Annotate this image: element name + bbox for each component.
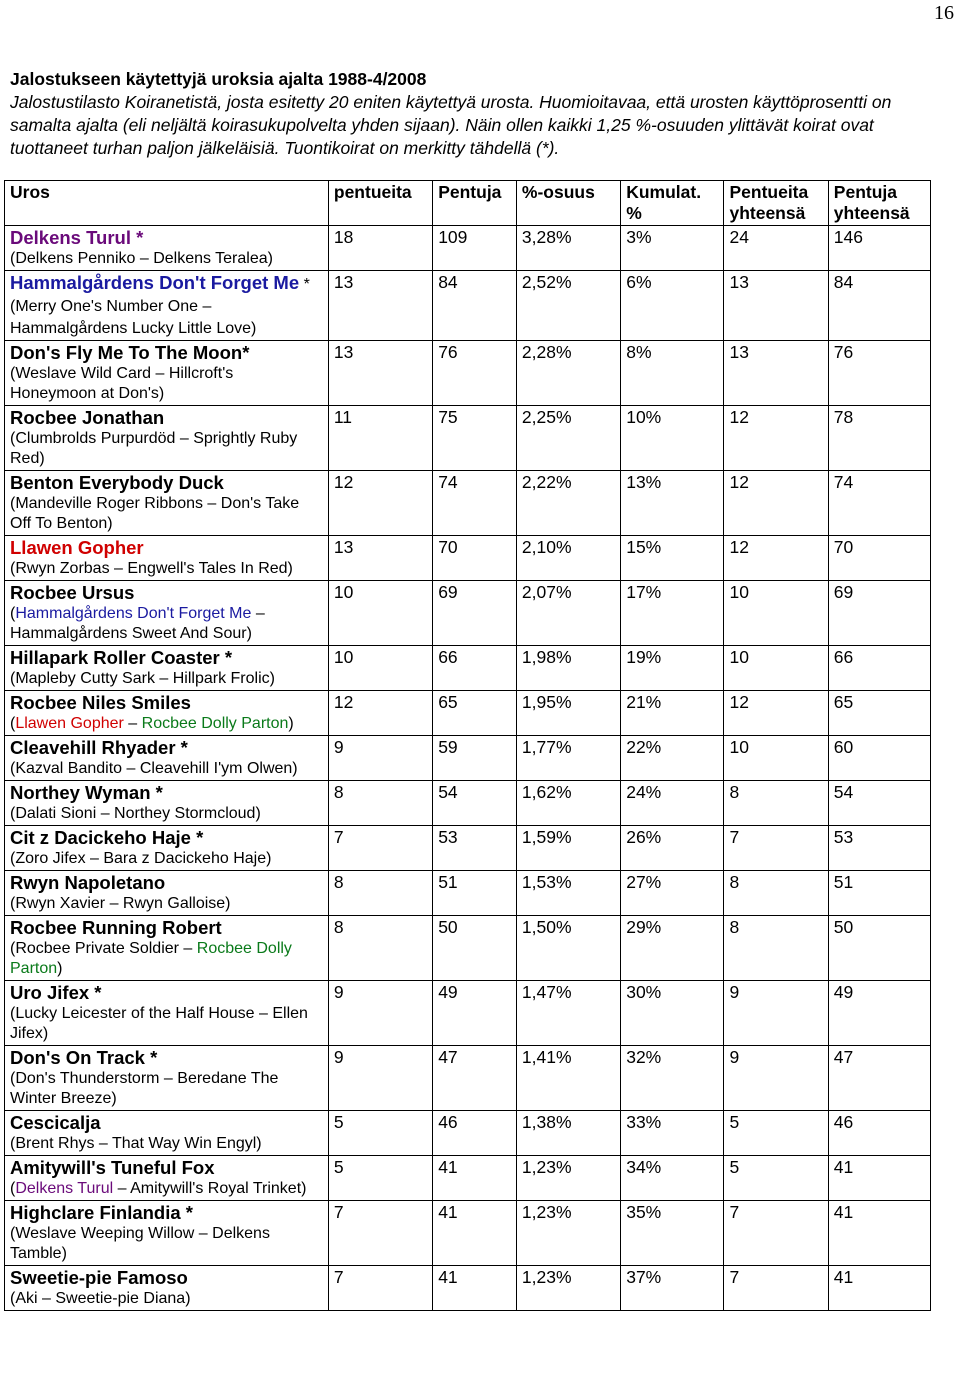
cell-pentueita-yhteensa: 9: [724, 1046, 828, 1111]
cell-pentueita: 12: [328, 471, 432, 536]
parent-text: (Don's Thunderstorm – Beredane The Winter Breeze): [10, 1070, 279, 1107]
parent-text: (Dalati Sioni – Northey Stormcloud): [10, 805, 261, 822]
cell-kumulat: 30%: [621, 981, 724, 1046]
cell-pentueita: 13: [328, 271, 432, 341]
sire-parents: [10, 429, 323, 469]
sire-cell: [5, 226, 329, 271]
table-row: [5, 1266, 931, 1311]
sire-parents: [10, 759, 323, 779]
cell-osuus: 2,28%: [516, 341, 620, 406]
cell-pentueita: 9: [328, 736, 432, 781]
parent-text: (Mandeville Roger Ribbons – Don's Take Off To Benton): [10, 495, 300, 532]
table-row: [5, 1046, 931, 1111]
sire-name: Rwyn Napoletano: [10, 872, 166, 893]
cell-pentuja-yhteensa: 51: [828, 871, 930, 916]
parent-text: (Zoro Jifex – Bara z Dacickeho Haje): [10, 850, 272, 867]
cell-pentueita: 10: [328, 581, 432, 646]
intro-block: [10, 68, 940, 160]
cell-pentueita: 7: [328, 826, 432, 871]
sire-cell: [5, 826, 329, 871]
cell-pentueita-yhteensa: 8: [724, 781, 828, 826]
parent-text: (Rwyn Zorbas – Engwell's Tales In Red): [10, 560, 293, 577]
parent-text: (Kazval Bandito – Cleavehill I'ym Olwen): [10, 760, 298, 777]
cell-pentueita: 9: [328, 981, 432, 1046]
cell-pentuja: 75: [433, 406, 517, 471]
cell-pentueita: 8: [328, 871, 432, 916]
cell-pentueita: 12: [328, 691, 432, 736]
cell-osuus: 1,59%: [516, 826, 620, 871]
cell-pentueita-yhteensa: 12: [724, 471, 828, 536]
cell-pentuja-yhteensa: 65: [828, 691, 930, 736]
sire-parents: [10, 1289, 323, 1309]
cell-pentuja-yhteensa: 69: [828, 581, 930, 646]
cell-pentuja: 53: [433, 826, 517, 871]
cell-pentuja: 54: [433, 781, 517, 826]
header-pentueita: pentueita: [328, 181, 432, 226]
sire-name: Don's Fly Me To The Moon*: [10, 342, 250, 363]
cell-pentueita: 7: [328, 1201, 432, 1266]
cell-osuus: 1,50%: [516, 916, 620, 981]
sire-cell: [5, 1201, 329, 1266]
cell-pentueita: 10: [328, 646, 432, 691]
sire-parents: [10, 1004, 323, 1044]
cell-pentueita: 18: [328, 226, 432, 271]
cell-kumulat: 33%: [621, 1111, 724, 1156]
parent-text: (Delkens Penniko – Delkens Teralea): [10, 250, 273, 267]
cell-kumulat: 32%: [621, 1046, 724, 1111]
parent-text: (Aki – Sweetie-pie Diana): [10, 1290, 191, 1307]
cell-osuus: 1,53%: [516, 871, 620, 916]
cell-pentuja: 76: [433, 341, 517, 406]
cell-kumulat: 17%: [621, 581, 724, 646]
sire-cell: [5, 871, 329, 916]
table-row: [5, 226, 931, 271]
table-row: [5, 916, 931, 981]
parent-text: (Mapleby Cutty Sark – Hillpark Frolic): [10, 670, 275, 687]
parent-text: (Weslave Weeping Willow – Delkens Tamble): [10, 1225, 270, 1262]
cell-pentueita-yhteensa: 10: [724, 646, 828, 691]
sire-cell: [5, 646, 329, 691]
intro-text: Jalostustilasto Koiranetistä, josta esitetty 20 eniten käytettyä urosta. Huomioitavaa, että urosten käyttöprosentti on samalta ajalta (eli neljältä koirasukupolvelta yhden sijaan). Näin ollen kaikki 1,25 %-osuuden ylittävät koirat ovat tuottaneet turhan paljon jälkeläisiä. Tuontikoirat on merkitty tähdellä (*).: [10, 92, 892, 158]
sire-parents: * (Merry One's Number One – Hammalgårdens Lucky Little Love): [10, 276, 310, 337]
parent-text: ): [57, 960, 63, 977]
cell-kumulat: 6%: [621, 271, 724, 341]
sire-cell: [5, 1156, 329, 1201]
cell-pentuja: 41: [433, 1156, 517, 1201]
header-pentuja-yhteensa: Pentuja yhteensä: [828, 181, 930, 226]
cell-pentueita: 5: [328, 1111, 432, 1156]
cell-pentuja-yhteensa: 49: [828, 981, 930, 1046]
sire-parents: [10, 939, 323, 979]
sire-name: Rocbee Niles Smiles: [10, 692, 191, 713]
cell-pentuja: 84: [433, 271, 517, 341]
cell-kumulat: 15%: [621, 536, 724, 581]
cell-pentueita: 8: [328, 916, 432, 981]
cell-pentueita: 11: [328, 406, 432, 471]
table-row: [5, 1156, 931, 1201]
sire-name: Delkens Turul *: [10, 227, 144, 248]
cell-pentuja-yhteensa: 84: [828, 271, 930, 341]
cell-pentueita: 9: [328, 1046, 432, 1111]
table-row: [5, 826, 931, 871]
sire-name: Cleavehill Rhyader *: [10, 737, 188, 758]
sire-name: Hammalgårdens Don't Forget Me: [10, 272, 300, 293]
cell-pentuja-yhteensa: 53: [828, 826, 930, 871]
table-row: [5, 1201, 931, 1266]
parent-text: (Weslave Wild Card – Hillcroft's Honeymoon at Don's): [10, 365, 234, 402]
sire-name: Hillapark Roller Coaster *: [10, 647, 233, 668]
cell-pentueita-yhteensa: 5: [724, 1111, 828, 1156]
sire-parents: [10, 249, 323, 269]
sire-name: Amitywill's Tuneful Fox: [10, 1157, 215, 1178]
cell-osuus: 1,23%: [516, 1266, 620, 1311]
header-uros: Uros: [5, 181, 329, 226]
cell-pentuja-yhteensa: 74: [828, 471, 930, 536]
cell-osuus: 2,52%: [516, 271, 620, 341]
cell-pentueita: 13: [328, 536, 432, 581]
parent-text: (Lucky Leicester of the Half House – Ellen Jifex): [10, 1005, 308, 1042]
header-pentueita-yhteensa: Pentueita yhteensä: [724, 181, 828, 226]
table-row: [5, 736, 931, 781]
sire-parents: [10, 1224, 323, 1264]
cell-kumulat: 13%: [621, 471, 724, 536]
cell-osuus: 1,47%: [516, 981, 620, 1046]
cell-pentuja: 50: [433, 916, 517, 981]
cell-pentueita: 13: [328, 341, 432, 406]
cell-pentueita-yhteensa: 9: [724, 981, 828, 1046]
sire-name: Sweetie-pie Famoso: [10, 1267, 188, 1288]
cell-pentuja: 66: [433, 646, 517, 691]
cell-pentuja: 70: [433, 536, 517, 581]
cell-osuus: 2,25%: [516, 406, 620, 471]
sire-parents: [10, 364, 323, 404]
sire-name: Cescicalja: [10, 1112, 101, 1133]
sire-parents: [10, 604, 323, 644]
cell-kumulat: 8%: [621, 341, 724, 406]
cell-osuus: 1,23%: [516, 1156, 620, 1201]
sire-name: Highclare Finlandia *: [10, 1202, 193, 1223]
sire-name: Llawen Gopher: [10, 537, 144, 558]
parent-text: Hammalgårdens Don't Forget Me: [15, 605, 252, 622]
sire-parents: [10, 804, 323, 824]
cell-pentuja: 47: [433, 1046, 517, 1111]
cell-pentuja-yhteensa: 146: [828, 226, 930, 271]
cell-pentuja: 65: [433, 691, 517, 736]
cell-pentuja-yhteensa: 41: [828, 1266, 930, 1311]
sire-cell: [5, 471, 329, 536]
sire-cell: [5, 981, 329, 1046]
cell-pentueita-yhteensa: 13: [724, 271, 828, 341]
sire-cell: [5, 1046, 329, 1111]
cell-pentueita: 7: [328, 1266, 432, 1311]
sire-name: Rocbee Running Robert: [10, 917, 222, 938]
cell-kumulat: 26%: [621, 826, 724, 871]
sire-parents: [10, 849, 323, 869]
sire-name: Rocbee Jonathan: [10, 407, 165, 428]
cell-osuus: 3,28%: [516, 226, 620, 271]
cell-pentueita-yhteensa: 7: [724, 826, 828, 871]
sire-cell: [5, 916, 329, 981]
cell-pentueita-yhteensa: 7: [724, 1201, 828, 1266]
sire-name: Rocbee Ursus: [10, 582, 135, 603]
table-row: [5, 341, 931, 406]
table-row: [5, 781, 931, 826]
cell-pentuja-yhteensa: 46: [828, 1111, 930, 1156]
cell-osuus: 2,07%: [516, 581, 620, 646]
cell-osuus: 1,41%: [516, 1046, 620, 1111]
cell-pentueita-yhteensa: 24: [724, 226, 828, 271]
sire-cell: [5, 581, 329, 646]
parent-text: – Hammalgårdens Sweet And Sour): [10, 605, 265, 642]
sire-name: Northey Wyman *: [10, 782, 163, 803]
sire-parents: [10, 1179, 323, 1199]
cell-kumulat: 3%: [621, 226, 724, 271]
parent-text: (Rocbee Private Soldier –: [10, 940, 197, 957]
cell-pentuja: 41: [433, 1201, 517, 1266]
cell-pentuja-yhteensa: 60: [828, 736, 930, 781]
cell-osuus: 1,77%: [516, 736, 620, 781]
cell-kumulat: 27%: [621, 871, 724, 916]
cell-pentuja: 41: [433, 1266, 517, 1311]
cell-pentueita-yhteensa: 12: [724, 406, 828, 471]
sire-parents: [10, 1069, 323, 1109]
cell-osuus: 1,98%: [516, 646, 620, 691]
cell-pentuja-yhteensa: 78: [828, 406, 930, 471]
section-heading: Jalostukseen käytettyjä uroksia ajalta 1988-4/2008: [10, 69, 427, 89]
cell-kumulat: 19%: [621, 646, 724, 691]
header-kumulat: Kumulat. %: [621, 181, 724, 226]
cell-pentuja: 109: [433, 226, 517, 271]
cell-kumulat: 21%: [621, 691, 724, 736]
cell-pentueita-yhteensa: 12: [724, 691, 828, 736]
cell-kumulat: 22%: [621, 736, 724, 781]
cell-pentueita-yhteensa: 5: [724, 1156, 828, 1201]
parent-text: Rocbee Dolly Parton: [141, 715, 289, 732]
table-row: [5, 406, 931, 471]
table-row: [5, 536, 931, 581]
sire-parents: [10, 559, 323, 579]
parent-text: (Clumbrolds Purpurdöd – Sprightly Ruby Red): [10, 430, 298, 467]
parent-text: –: [123, 715, 142, 732]
cell-pentuja-yhteensa: 41: [828, 1156, 930, 1201]
sire-cell: [5, 736, 329, 781]
sire-parents: [10, 1134, 323, 1154]
cell-pentueita-yhteensa: 7: [724, 1266, 828, 1311]
table-row: [5, 871, 931, 916]
table-body: [5, 226, 931, 1311]
page-number: 16: [934, 2, 954, 24]
sire-cell: [5, 781, 329, 826]
cell-pentuja-yhteensa: 66: [828, 646, 930, 691]
cell-pentueita-yhteensa: 12: [724, 536, 828, 581]
cell-pentueita-yhteensa: 8: [724, 916, 828, 981]
cell-pentuja: 51: [433, 871, 517, 916]
sire-cell: [5, 691, 329, 736]
sire-name: Uro Jifex *: [10, 982, 102, 1003]
sire-parents: [10, 494, 323, 534]
cell-osuus: 1,62%: [516, 781, 620, 826]
cell-pentuja: 59: [433, 736, 517, 781]
parent-text: (: [10, 1180, 16, 1197]
cell-pentueita-yhteensa: 8: [724, 871, 828, 916]
cell-kumulat: 24%: [621, 781, 724, 826]
cell-pentuja-yhteensa: 76: [828, 341, 930, 406]
sire-name: Cit z Dacickeho Haje *: [10, 827, 204, 848]
cell-pentuja: 49: [433, 981, 517, 1046]
sire-parents: [10, 714, 323, 734]
parent-text: – Amitywill's Royal Trinket): [113, 1180, 307, 1197]
cell-osuus: 2,10%: [516, 536, 620, 581]
cell-pentuja: 69: [433, 581, 517, 646]
cell-pentuja-yhteensa: 41: [828, 1201, 930, 1266]
parent-text: Llawen Gopher: [15, 715, 124, 732]
header-osuus: %-osuus: [516, 181, 620, 226]
cell-pentuja-yhteensa: 54: [828, 781, 930, 826]
cell-pentueita-yhteensa: 10: [724, 736, 828, 781]
cell-pentueita-yhteensa: 13: [724, 341, 828, 406]
cell-osuus: 1,95%: [516, 691, 620, 736]
cell-kumulat: 35%: [621, 1201, 724, 1266]
table-row: [5, 471, 931, 536]
cell-pentuja-yhteensa: 70: [828, 536, 930, 581]
cell-osuus: 2,22%: [516, 471, 620, 536]
table-row: [5, 271, 931, 341]
cell-kumulat: 10%: [621, 406, 724, 471]
cell-pentuja: 46: [433, 1111, 517, 1156]
parent-text: (: [10, 605, 16, 622]
sire-cell: [5, 341, 329, 406]
cell-pentuja-yhteensa: 50: [828, 916, 930, 981]
sire-cell: [5, 1266, 329, 1311]
cell-pentuja-yhteensa: 47: [828, 1046, 930, 1111]
parent-text: Rocbee Dolly Parton: [10, 940, 292, 977]
sire-name: Benton Everybody Duck: [10, 472, 224, 493]
sire-parents: [10, 669, 323, 689]
parent-text: Delkens Turul: [15, 1180, 114, 1197]
parent-text: (: [10, 715, 16, 732]
table-row: [5, 1111, 931, 1156]
sire-cell: [5, 406, 329, 471]
cell-pentueita: 5: [328, 1156, 432, 1201]
table-row: [5, 581, 931, 646]
sire-cell: [5, 1111, 329, 1156]
cell-pentueita-yhteensa: 10: [724, 581, 828, 646]
sire-parents: [10, 894, 323, 914]
cell-osuus: 1,23%: [516, 1201, 620, 1266]
parent-text: ): [288, 715, 294, 732]
table-row: [5, 646, 931, 691]
header-pentuja: Pentuja: [433, 181, 517, 226]
parent-text: (Rwyn Xavier – Rwyn Galloise): [10, 895, 231, 912]
cell-pentueita: 8: [328, 781, 432, 826]
sires-table: [4, 180, 931, 1311]
cell-kumulat: 34%: [621, 1156, 724, 1201]
cell-osuus: 1,38%: [516, 1111, 620, 1156]
cell-kumulat: 29%: [621, 916, 724, 981]
table-row: [5, 691, 931, 736]
sire-cell: [5, 536, 329, 581]
cell-kumulat: 37%: [621, 1266, 724, 1311]
parent-text: (Brent Rhys – That Way Win Engyl): [10, 1135, 262, 1152]
table-header-row: [5, 181, 931, 226]
table-row: [5, 981, 931, 1046]
sire-cell: [5, 271, 329, 341]
cell-pentuja: 74: [433, 471, 517, 536]
sire-name: Don's On Track *: [10, 1047, 158, 1068]
